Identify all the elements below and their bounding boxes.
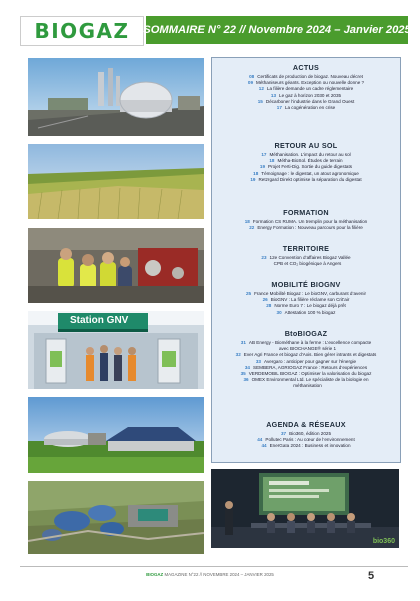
photo-biogas-plant — [28, 58, 204, 136]
contents-panel — [211, 57, 401, 463]
entry-text: CPB et CO₂ biogénique à Angers — [273, 261, 342, 267]
footer-brand: BIOGAZ — [146, 572, 164, 577]
page-ref: 26 — [262, 297, 268, 303]
entry-text: EnerGaïa 2024 : Business et innovation — [269, 443, 351, 449]
toc-entry[interactable] — [212, 177, 400, 183]
entry-text: Projet Ferti-Dig. Sortie du guide digestats — [268, 164, 353, 170]
entry-text: France Mobilité Biogaz : Le bioGNV, carburant d’avenir — [254, 291, 367, 296]
photo-workers — [28, 228, 204, 303]
section-mobilite-biognv — [212, 280, 400, 316]
page-ref: 19 — [259, 164, 266, 170]
section-title: BtoBIOGAZ — [284, 329, 328, 338]
entry-text: BioGNV : La filière réclame son Crit’air — [270, 297, 350, 303]
toc-entry[interactable] — [212, 225, 400, 231]
photo-aerial-plant — [28, 481, 204, 554]
entry-text: Formation CS RUMA. Un tremplin pour la méthanisation — [252, 219, 368, 224]
entry-text: La filière demande un cadre réglementaire — [266, 86, 354, 92]
page-ref: 35 — [240, 371, 246, 377]
toc-entry[interactable] — [212, 383, 400, 389]
entry-text: Bio360, édition 2025 — [289, 431, 331, 436]
photo-field — [28, 144, 204, 219]
section-title: AGENDA & RÉSEAUX — [266, 420, 346, 429]
page-ref: 32 — [235, 352, 241, 358]
section-actus — [212, 63, 400, 111]
entry-text: Métha-BioSol. Études de terrain — [277, 158, 343, 164]
page-ref: 13 — [270, 92, 277, 98]
toc-entry[interactable] — [212, 261, 400, 267]
section-formation — [212, 208, 400, 231]
footer-text: MAGAZINE N°22 // NOVEMBRE 2024 – JANVIER 2025 — [164, 572, 274, 577]
section-title: MOBILITÉ BIOGNV — [271, 280, 341, 289]
entry-text: Pollutec Paris : Au cœur de l’environnement — [265, 437, 355, 443]
footer-divider — [20, 566, 408, 567]
entry-text: avec BIOCHANGE® série 1 — [279, 346, 336, 352]
entry-text: Témoignage : le digestat, un atout agronomique — [261, 170, 359, 176]
section-retour-au-sol — [212, 141, 400, 183]
page-ref: 18 — [253, 170, 259, 176]
page-ref: 44 — [257, 437, 263, 443]
toc-entry[interactable] — [212, 310, 400, 316]
photo-conference-event — [211, 469, 399, 548]
page-ref: 19 — [250, 176, 256, 182]
page-ref: 15 — [257, 98, 263, 104]
entry-text: Retzrgard Direkt optimise la séparation du digestat — [258, 176, 362, 182]
entry-text: Le gaz à horizon 2030 et 2035 — [279, 92, 342, 98]
entry-text: méthanisation — [293, 383, 322, 389]
section-title: RETOUR AU SOL — [274, 141, 338, 150]
photo-station-gnv — [28, 311, 204, 389]
entry-text: OMEX Environmental Ltd. Le spécialiste de la biologie en — [251, 377, 369, 383]
page-ref: 34 — [244, 364, 250, 370]
page-ref: 33 — [255, 358, 261, 364]
logo-text: BIOGAZ — [34, 19, 130, 43]
biogaz-logo — [20, 16, 144, 46]
entry-text: Certificats de production de biogaz. Nouveau décret — [257, 74, 363, 79]
entry-text: Méthanisation. L’impact du retour au sol — [269, 152, 351, 157]
toc-entry[interactable] — [212, 443, 400, 449]
page-ref: 28 — [266, 303, 272, 309]
entry-text: Energy Formation : Nouveau parcours pour la filière — [257, 225, 363, 231]
photo-farm-buildings — [28, 397, 204, 473]
page-ref: 44 — [261, 443, 267, 449]
section-territoire — [212, 244, 400, 267]
toc-entry[interactable] — [212, 105, 400, 111]
entry-text: Avergaro : anticiper pour gagner sur l’énergie — [264, 358, 357, 364]
page-ref: 25 — [245, 291, 252, 296]
section-btobiogaz — [212, 329, 400, 390]
entry-text: Décarboner l’industrie dans le Grand Ouest — [265, 98, 355, 104]
entry-text: Norme Euro 7 : Le biogaz déjà prêt — [274, 303, 346, 309]
header-bar — [143, 16, 411, 44]
page-number: 5 — [368, 570, 375, 582]
page-ref: 31 — [240, 340, 246, 345]
bio360-logo: bio360 — [372, 538, 395, 545]
entry-text: Ever Agri France et biogaz d’Axis. Bien gérer intrants et digestats — [243, 352, 377, 358]
entry-text: SEMBERA, AGRIOGAZ France : Retours d’expériences — [253, 364, 368, 370]
section-title: FORMATION — [283, 208, 329, 217]
entry-text: Attestation 100 % biogaz — [284, 309, 336, 315]
page-ref: 30 — [276, 309, 282, 315]
page-ref: 37 — [280, 431, 287, 436]
page-ref: 17 — [261, 152, 267, 157]
section-agenda-reseaux — [212, 420, 400, 450]
page-ref: 09 — [247, 80, 254, 86]
entry-text: 12e Convention d’affaires Biogaz Vallée — [269, 255, 351, 260]
page-ref: 36 — [243, 377, 249, 383]
page-ref: 22 — [249, 225, 255, 231]
footer — [0, 572, 420, 577]
page-ref: 12 — [258, 86, 264, 92]
page-ref: 17 — [276, 105, 282, 111]
section-title: TERRITOIRE — [282, 244, 330, 253]
entry-text: Méthaniseurs géants. Exception ou nouvelle donne ? — [256, 80, 365, 86]
entry-text: VERDEMOBIL BIOGAZ : Optimiser la valorisation du biogaz — [248, 371, 372, 377]
gnv-sign-text: Station GNV — [70, 315, 129, 326]
entry-text: La cogénération en crise — [284, 105, 336, 111]
page-ref: 08 — [249, 74, 255, 79]
page-title: SOMMAIRE N° 22 // Novembre 2024 – Janvier 2025 — [143, 24, 411, 36]
section-title: ACTUS — [292, 63, 320, 72]
entry-text: AB Energy - Biométhane à la ferme : L’excellence compacte — [248, 340, 372, 345]
page-ref: 18 — [269, 158, 275, 164]
page-ref: 18 — [244, 219, 250, 224]
page-ref: 23 — [261, 255, 267, 260]
